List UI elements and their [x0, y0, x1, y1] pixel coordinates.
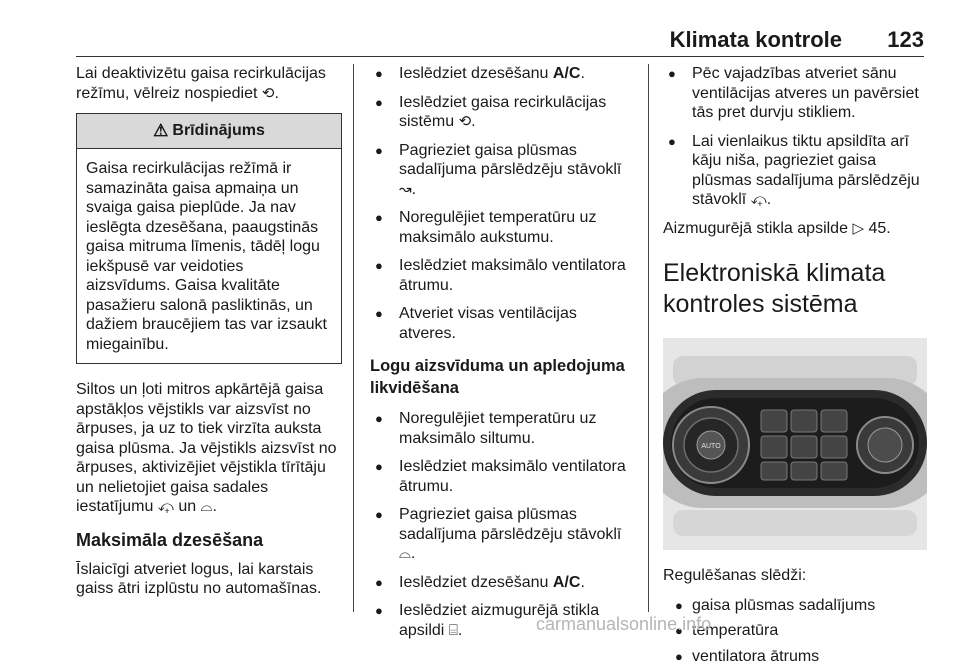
list-item: ● Ieslēdziet dzesēšanu A/C.: [370, 573, 636, 593]
list-item: ● Pagrieziet gaisa plūsmas sadalījuma pārslēdzēju stāvoklī ⌓.: [370, 505, 636, 564]
recirculation-icon: ⟲: [261, 84, 275, 102]
list-item: ● Atveriet visas ventilācijas atveres.: [370, 304, 636, 343]
instruction-list: [370, 64, 636, 343]
warning-box: [76, 113, 342, 364]
list-item: ● gaisa plūsmas sadalījums: [663, 596, 927, 616]
list-item: ● Noregulējiet temperatūru uz maksimālo siltumu.: [370, 409, 636, 448]
temperature-knob: [673, 407, 749, 483]
page-title: Klimata kontrole: [669, 27, 842, 52]
defrost-floor-icon: ⤽: [750, 191, 767, 208]
list-item: ● ventilatora ātrums: [663, 647, 927, 667]
chapter-title: Elektroniskā klimata kontroles sistēma: [663, 259, 886, 318]
list-item: ● Ieslēdziet maksimālo ventilatora ātrumu.: [370, 457, 636, 496]
list-item: ● Noregulējiet temperatūru uz maksimālo aukstumu.: [370, 208, 636, 247]
column-right: [663, 64, 927, 672]
climate-control-panel-photo: [663, 338, 927, 550]
page-number: 123: [887, 27, 924, 52]
list-item: ● Pēc vajadzības atveriet sānu ventilācijas atveres un pavērsiet tās pret durvju stikliem.: [663, 64, 927, 123]
column-middle: [370, 64, 636, 649]
list-item: ● Pagrieziet gaisa plūsmas sadalījuma pārslēdzēju stāvoklī ↝.: [370, 141, 636, 200]
column-divider: [648, 64, 649, 612]
page-header: [76, 24, 924, 57]
reference-triangle-icon: ▷: [852, 219, 864, 237]
column-left: [76, 64, 342, 609]
list-item: ● Lai vienlaikus tiktu apsildīta arī kāju niša, pagrieziet gaisa plūsmas sadalījuma pārslēdzēju stāvoklī ⤽.: [663, 132, 927, 210]
fan-speed-knob: [857, 417, 913, 473]
warning-header: ⚠ Brīdinājums: [77, 114, 341, 149]
windscreen-defrost-icon: ⌓: [399, 545, 411, 562]
list-item: ● temperatūra: [663, 621, 927, 641]
paragraph: Aizmugurējā stikla apsilde ▷ 45.: [663, 219, 891, 237]
list-item: ● Ieslēdziet gaisa recirkulācijas sistēmu ⟲.: [370, 93, 636, 132]
recirculation-icon: ⟲: [458, 113, 472, 130]
section-heading: Maksimāla dzesēšana: [76, 529, 264, 550]
warning-triangle-icon: ⚠: [153, 121, 169, 141]
defrost-floor-icon: ⤽: [157, 498, 174, 515]
instruction-list: [663, 64, 927, 210]
rear-window-heating-icon: ⌸: [448, 621, 458, 639]
list-item: ● Ieslēdziet dzesēšanu A/C.: [370, 64, 636, 84]
list-item: ● Ieslēdziet maksimālo ventilatora ātrumu.: [370, 256, 636, 295]
auto-label: AUTO: [701, 443, 721, 450]
paragraph: Īslaicīgi atveriet logus, lai karstais gaiss ātri izplūstu no automašīnas.: [76, 560, 322, 597]
warning-text: Gaisa recirkulācijas režīmā ir samazināta gaisa apmaiņa un svaiga gaisa pieplūde. Ja nav ieslēgta dzesēšana, paaugstinās gaisa mitruma līmenis, tādēļ logu iekšpusē var veidoties aizsvīdums. Gaisa kvalitāte pasažieru salonā pasliktinās, un dažiem braucējiem tas var izsaukt miegainību.: [86, 160, 327, 353]
paragraph: Siltos un ļoti mitros apkārtējā gaisa apstākļos vējstikls var aizsvīst no ārpuses, ja uz to tiek virzīta auksta gaisa plūsma. Ja vējstikls aizsvīst no ārpuses, aktivizējiet vējstikla tīrītāju un nelietojiet gaisa sadales iestatījumu ⤽ un ⌓.: [76, 381, 337, 515]
section-heading: Logu aizsvīduma un apledojuma likvidēšana: [370, 357, 625, 397]
column-divider: [353, 64, 354, 612]
instruction-list: [370, 409, 636, 640]
watermark: carmanualsonline.info: [536, 614, 712, 634]
caption: Regulēšanas slēdži:: [663, 567, 807, 584]
windscreen-defrost-icon: ⌓: [200, 498, 213, 515]
paragraph: Lai deaktivizētu gaisa recirkulācijas režīmu, vēlreiz nospiediet ⟲.: [76, 65, 326, 102]
list-item: ● Ieslēdziet aizmugurējā stikla apsildi ⌸.: [370, 601, 636, 640]
air-to-face-icon: ↝: [399, 180, 412, 198]
